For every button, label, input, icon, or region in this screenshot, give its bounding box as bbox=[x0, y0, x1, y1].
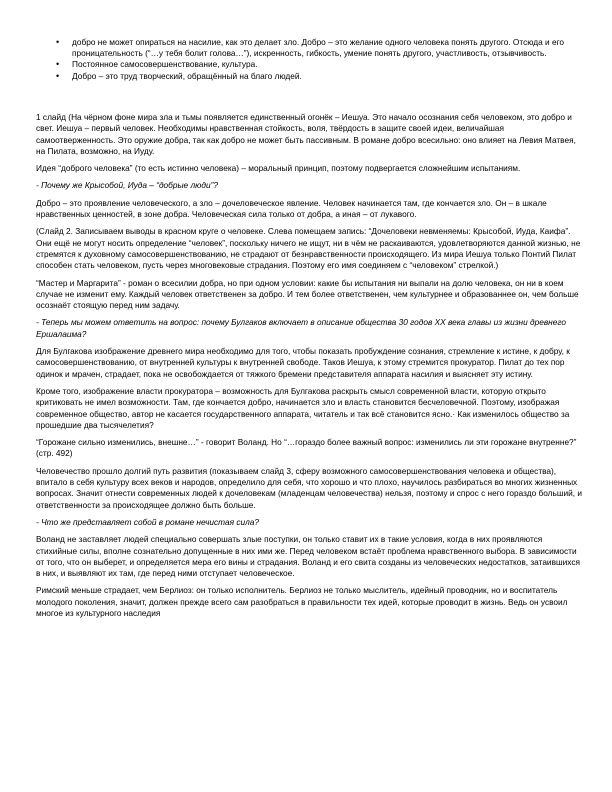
bullet-dot-icon: • bbox=[56, 59, 60, 70]
question-paragraph: - Теперь мы можем ответить на вопрос: почему Булгаков включает в описание общества 30 годов ХХ века главы из жизни древнего Ершалаима? bbox=[36, 317, 566, 339]
paragraph: Кроме того, изображение власти прокуратора – возможность для Булгакова раскрыть смысл современной власти, которую открыто критиковать не имел возможности. Там, где кончается добро, начинается зло и власть становится бесчеловечной. Поэтому, изображая современное общество, автор не касается государственного аппарата, читатель и так всё становится ясно.· Как изменилось общество за прошедшие два тысячелетия? bbox=[36, 385, 570, 430]
bullet-text: добро не может опираться на насилие, как это делает зло. Добро – это желание одного человека понять другого. Отсюда и его проницательность (“…у тебя болит голова…”), искренность, гибкость, умение понять другого, участливость, отзывчивость. bbox=[72, 37, 565, 59]
bullet-item bbox=[48, 59, 588, 70]
question-paragraph: - Почему же Крысобой, Иуда – “добрые люди”? bbox=[36, 180, 218, 191]
paragraph: “Горожане сильно изменились, внешне…” - говорит Воланд. Но “…гораздо более важный вопрос: изменились ли эти горожане внутренне?” (стр. 492) bbox=[36, 437, 577, 459]
paragraph: Человечество прошло долгий путь развития (показываем слайд 3, сферу возможного самосовершенствования человека и общества), впитало в себя культуру всех веков и народов, определило для себя, что хорошо и что плохо, научилось разбираться во многих жизненных вопросах. Значит отнести современных людей к дочеловекам (младенцам человечества) нельзя, поэтому и спрос с него гораздо больший, и ответственности за происходящее должно быть больше. bbox=[36, 465, 583, 510]
paragraph: Добро – это проявление человеческого, а зло – дочеловеческое явление. Человек начинается там, где кончается зло. Он – в шкале нравственных ценностей, в зоне добра. Человеческая сила только от добра, а иная – от лукавого. bbox=[36, 197, 547, 220]
bullet-text: Постоянное самосовершенствование, культура. bbox=[72, 59, 258, 70]
question-paragraph: - Что же представляет собой в романе нечистая сила? bbox=[36, 516, 260, 527]
bullet-dot-icon: • bbox=[56, 70, 60, 81]
paragraph: “Мастер и Маргарита” - роман о всесилии добра, но при одном условии: какие бы испытания ни выпали на долю человека, он ни в коем случае не изменит ему. Каждый человек ответственен за добро. И тем более ответственен, чем культурнее и образованнее он, чем больше осознаёт стоящую перед ним задачу. bbox=[36, 277, 579, 311]
bullet-item bbox=[48, 71, 588, 82]
paragraph: Римский меньше страдает, чем Берлиоз: он только исполнитель. Берлиоз не только мыслитель, идейный проводник, но и воспитатель молодого поколения, значит, должен прежде всего сам разобраться в правильности тех идей, которые проводит в жизнь. Ведь он усвоил многое из культурного наследия bbox=[36, 585, 568, 618]
paragraph: 1 слайд (На чёрном фоне мира зла и тьмы появляется единственный огонёк – Иешуа. Это начало осознания себя человеком, это добро и свет. Иешуа – первый человек. Необходимы нравственная стойкость, воля, твёрдость в защите своей идеи, величайшая самоотверженность. Это оружие добра, так как добро не может быть пассивным. В романе добро всесильно: оно влияет на Левия Матвея, на Пилата, возможно, на Иуду. bbox=[36, 112, 576, 156]
paragraph: (Слайд 2. Записываем выводы в красном круге о человеке. Слева помещаем запись: “Дочеловеки невменяемы: Крысобой, Иуда, Каифа”. Они ещё не могут носить определение “человек”, поскольку ничего не ищут, ни в чём не раскаиваются, удовлетворяются данной жизнью, не стремятся к духовному самосовершенствованию, не страдают от безнравственности происходящего. Из мира Иешуа только Понтий Пилат способен стать человеком, пусть через многовековые страдания. Поэтому его имя соединяем с “человеком” стрелкой.) bbox=[36, 226, 581, 271]
paragraph: Для Булгакова изображение древнего мира необходимо для того, чтобы показать пробуждение сознания, стремление к истине, к добру, к самосовершенствованию, от внутренней культуры к внутренней свободе. Таков Иешуа, к этому стремится прокуратор. Пилат до тех пор одинок и мрачен, страдает, пока не освобождается от тяжкого бремени представителя аппарата насилия и выясняет эту истину. bbox=[36, 346, 570, 379]
paragraph: Идея “доброго человека” (то есть истинно человека) – моральный принцип, поэтому подвергается сложнейшим испытаниям. bbox=[36, 163, 521, 174]
bullet-item bbox=[48, 37, 588, 59]
paragraph: Воланд не заставляет людей специально совершать злые поступки, он только ставит их в такие условия, когда в них проявляются стихийные силы, вполне сознательно допущенные в них ими же. Перед человеком встаёт проблема нравственного выбора. В зависимости от того, что он выберет, и определяется мера его вины и страдания. Воланд и его свита созданы из человеческих недостатков, затаившихся в них, и выявляют их там, где перед ними отступает человеческое. bbox=[36, 534, 580, 579]
bullet-text: Добро – это труд творческий, обращённый на благо людей. bbox=[72, 70, 302, 81]
bullet-dot-icon: • bbox=[56, 37, 60, 47]
bullet-list bbox=[48, 37, 588, 82]
document-body bbox=[36, 112, 584, 625]
